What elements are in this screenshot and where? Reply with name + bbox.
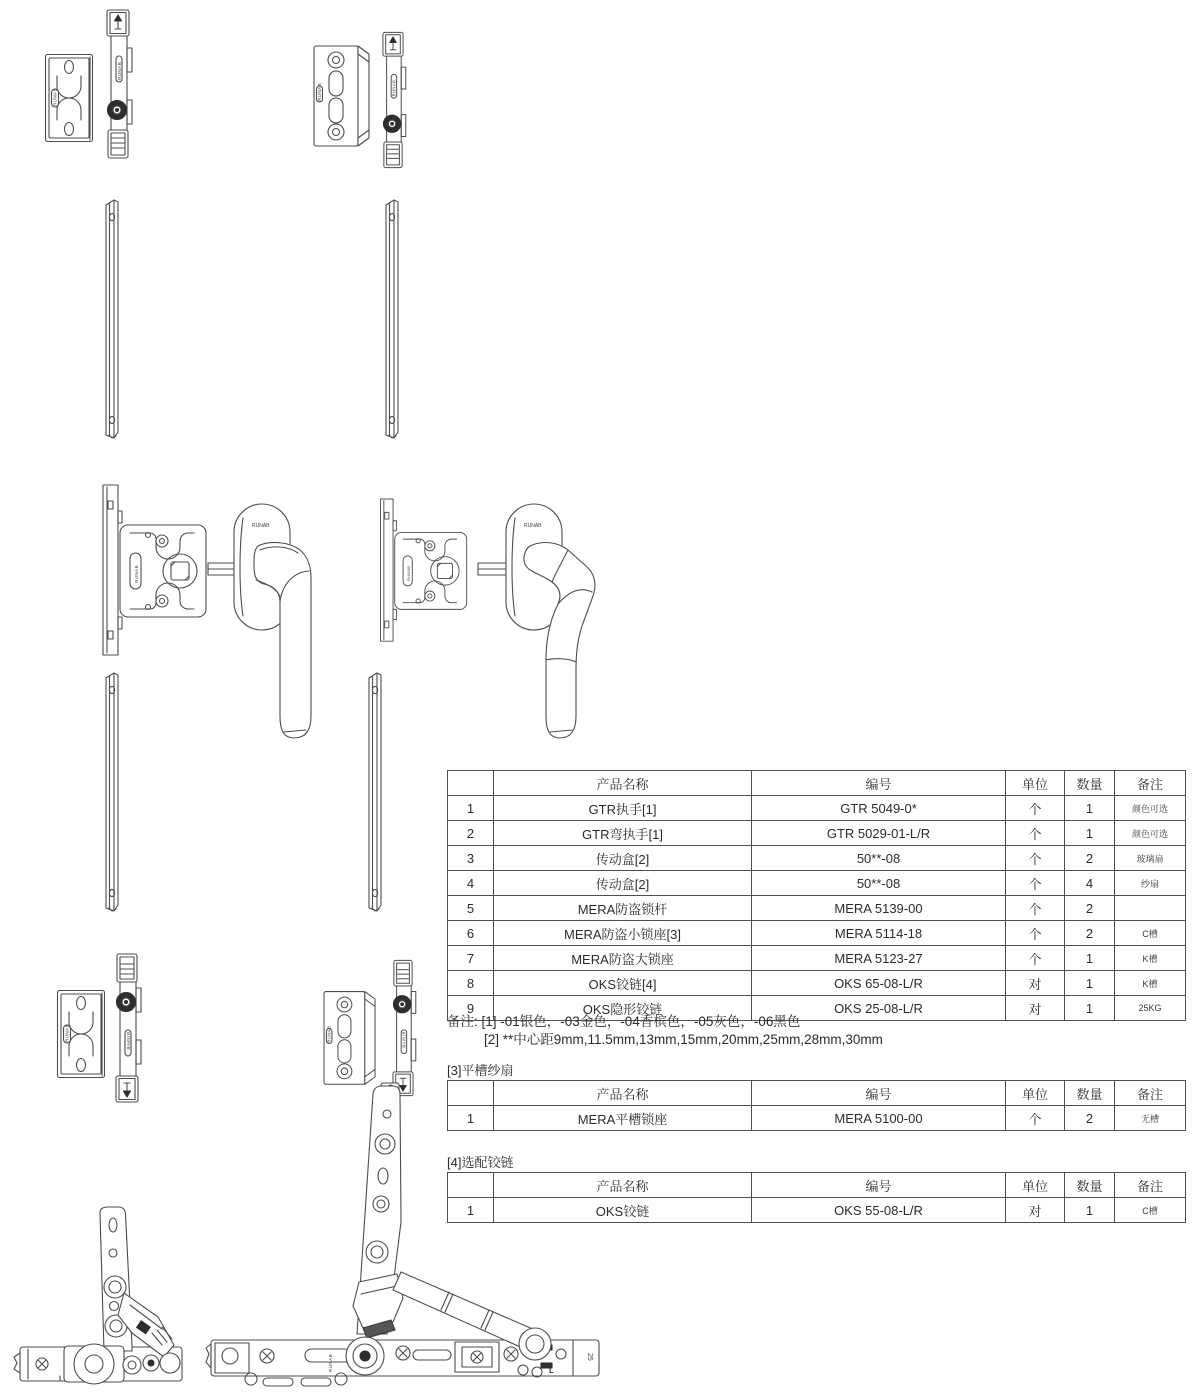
table-cell: 1: [1065, 821, 1115, 846]
table-cell: 个: [1006, 871, 1065, 896]
table-cell: 2: [1065, 846, 1115, 871]
keeper-plate-small-drawing: [58, 991, 105, 1078]
gearbox-drawing: [381, 499, 467, 641]
table-cell: 个: [1006, 1106, 1065, 1131]
table-cell: 2: [448, 821, 494, 846]
column-header: 单位: [1006, 1173, 1065, 1198]
column-header: 产品名称: [494, 771, 752, 796]
table-cell: 个: [1006, 821, 1065, 846]
table-cell: OKS隐形铰链: [494, 996, 752, 1021]
keeper-plate-large-drawing: [324, 992, 375, 1085]
table-row: [448, 921, 1186, 946]
column-header: 编号: [752, 771, 1006, 796]
table-cell: 1: [1065, 946, 1115, 971]
table-cell: 6: [448, 921, 494, 946]
table-header-row: [448, 1173, 1186, 1198]
table-cell: 无槽: [1115, 1106, 1186, 1131]
lock-rod-drawing: [369, 673, 381, 911]
lock-bar-drawing: [116, 954, 141, 1102]
handle-straight-drawing: [208, 504, 311, 738]
lock-rod-drawing: [386, 200, 398, 438]
table-cell: 2: [1065, 896, 1115, 921]
brand-text: RUNAB: [328, 1353, 333, 1372]
table-cell: K槽: [1115, 971, 1186, 996]
lock-bar-drawing: [393, 960, 416, 1095]
table-cell: 50**-08: [752, 846, 1006, 871]
table-cell: 2: [1065, 921, 1115, 946]
table-row: [448, 871, 1186, 896]
table-cell: OKS 55-08-L/R: [752, 1198, 1006, 1223]
table-cell: GTR执手[1]: [494, 796, 752, 821]
table-cell: MERA防盗小锁座[3]: [494, 921, 752, 946]
table-cell: 1: [1065, 996, 1115, 1021]
hinge-l-mark: L: [549, 1366, 554, 1375]
table-cell: 颜色可选: [1115, 821, 1186, 846]
lock-rod-drawing: [106, 200, 118, 438]
keeper-plate-large-drawing: [314, 46, 369, 146]
hinge-size-mark: 25: [586, 1353, 593, 1361]
table-cell: 1: [1065, 1198, 1115, 1223]
table-cell: 25KG: [1115, 996, 1186, 1021]
column-header: 产品名称: [494, 1081, 752, 1106]
table-header-row: [448, 771, 1186, 796]
table-cell: MERA 5114-18: [752, 921, 1006, 946]
keeper-plate-small-drawing: [46, 55, 93, 142]
column-header: 备注: [1115, 1173, 1186, 1198]
table-cell: 5: [448, 896, 494, 921]
table-cell: 个: [1006, 796, 1065, 821]
column-header: [448, 771, 494, 796]
table-cell: 玻璃扇: [1115, 846, 1186, 871]
table-cell: OKS 65-08-L/R: [752, 971, 1006, 996]
table-cell: GTR 5029-01-L/R: [752, 821, 1006, 846]
table-cell: 50**-08: [752, 871, 1006, 896]
column-header: [448, 1173, 494, 1198]
column-header: 单位: [1006, 771, 1065, 796]
brand-text: RUNAB: [524, 523, 542, 529]
note-line-2: [2] **中心距9mm,11.5mm,13mm,15mm,20mm,25mm,28mm,30mm: [484, 1032, 883, 1047]
column-header: 备注: [1115, 1081, 1186, 1106]
table-row: [448, 796, 1186, 821]
table-cell: MERA 5123-27: [752, 946, 1006, 971]
table-cell: 对: [1006, 971, 1065, 996]
column-header: 数量: [1065, 1081, 1115, 1106]
table-cell: 8: [448, 971, 494, 996]
column-header: [448, 1081, 494, 1106]
screen-parts-table: [447, 1080, 1186, 1131]
table-cell: MERA防盗大锁座: [494, 946, 752, 971]
optional-hinge-table: [447, 1172, 1186, 1223]
table-cell: 传动盒[2]: [494, 871, 752, 896]
column-header: 备注: [1115, 771, 1186, 796]
table-cell: 4: [1065, 871, 1115, 896]
table-row: [448, 946, 1186, 971]
column-header: 数量: [1065, 1173, 1115, 1198]
table-row: [448, 1198, 1186, 1223]
table-cell: 1: [1065, 796, 1115, 821]
table-cell: MERA 5139-00: [752, 896, 1006, 921]
table-cell: 1: [1065, 971, 1115, 996]
table-cell: 颜色可选: [1115, 796, 1186, 821]
table-cell: MERA 5100-00: [752, 1106, 1006, 1131]
table-cell: 3: [448, 846, 494, 871]
optional-hinge-section-label: [4]选配铰链: [447, 1155, 514, 1170]
table-cell: 7: [448, 946, 494, 971]
lock-bar-drawing: [107, 10, 132, 158]
table-cell: 个: [1006, 846, 1065, 871]
note-line-1: 备注: [1] -01银色，-03金色，-04香槟色，-05灰色，-06黑色: [447, 1014, 801, 1029]
table-row: [448, 971, 1186, 996]
table-cell: 1: [448, 1198, 494, 1223]
main-parts-table: [447, 770, 1186, 1021]
column-header: 单位: [1006, 1081, 1065, 1106]
brand-text: RUNAB: [252, 523, 270, 529]
column-header: 编号: [752, 1173, 1006, 1198]
hinge-folded-drawing: [14, 1207, 182, 1384]
table-cell: OKS铰链: [494, 1198, 752, 1223]
lock-bar-drawing: [383, 32, 406, 167]
lock-rod-drawing: [106, 673, 118, 911]
table-cell: GTR 5049-0*: [752, 796, 1006, 821]
table-cell: 1: [448, 796, 494, 821]
table-cell: 对: [1006, 1198, 1065, 1223]
table-cell: GTR弯执手[1]: [494, 821, 752, 846]
column-header: 产品名称: [494, 1173, 752, 1198]
screen-section-label: [3]平槽纱扇: [447, 1063, 514, 1078]
table-cell: C槽: [1115, 1198, 1186, 1223]
column-header: 数量: [1065, 771, 1115, 796]
table-cell: 传动盒[2]: [494, 846, 752, 871]
table-row: [448, 896, 1186, 921]
column-header: 编号: [752, 1081, 1006, 1106]
table-row: [448, 1106, 1186, 1131]
table-cell: K槽: [1115, 946, 1186, 971]
gearbox-drawing: [103, 485, 206, 655]
table-row: [448, 846, 1186, 871]
table-cell: MERA平槽锁座: [494, 1106, 752, 1131]
table-cell: 2: [1065, 1106, 1115, 1131]
table-cell: 纱扇: [1115, 871, 1186, 896]
table-cell: OKS 25-08-L/R: [752, 996, 1006, 1021]
table-row: [448, 821, 1186, 846]
table-cell: 个: [1006, 896, 1065, 921]
table-cell: MERA防盗锁杆: [494, 896, 752, 921]
table-cell: 9: [448, 996, 494, 1021]
table-cell: [1115, 896, 1186, 921]
table-cell: 个: [1006, 921, 1065, 946]
table-notes: [447, 1013, 883, 1049]
table-cell: 对: [1006, 996, 1065, 1021]
table-cell: 4: [448, 871, 494, 896]
table-cell: C槽: [1115, 921, 1186, 946]
table-cell: 个: [1006, 946, 1065, 971]
table-cell: 1: [448, 1106, 494, 1131]
handle-bent-drawing: [478, 504, 595, 738]
table-header-row: [448, 1081, 1186, 1106]
table-cell: OKS铰链[4]: [494, 971, 752, 996]
